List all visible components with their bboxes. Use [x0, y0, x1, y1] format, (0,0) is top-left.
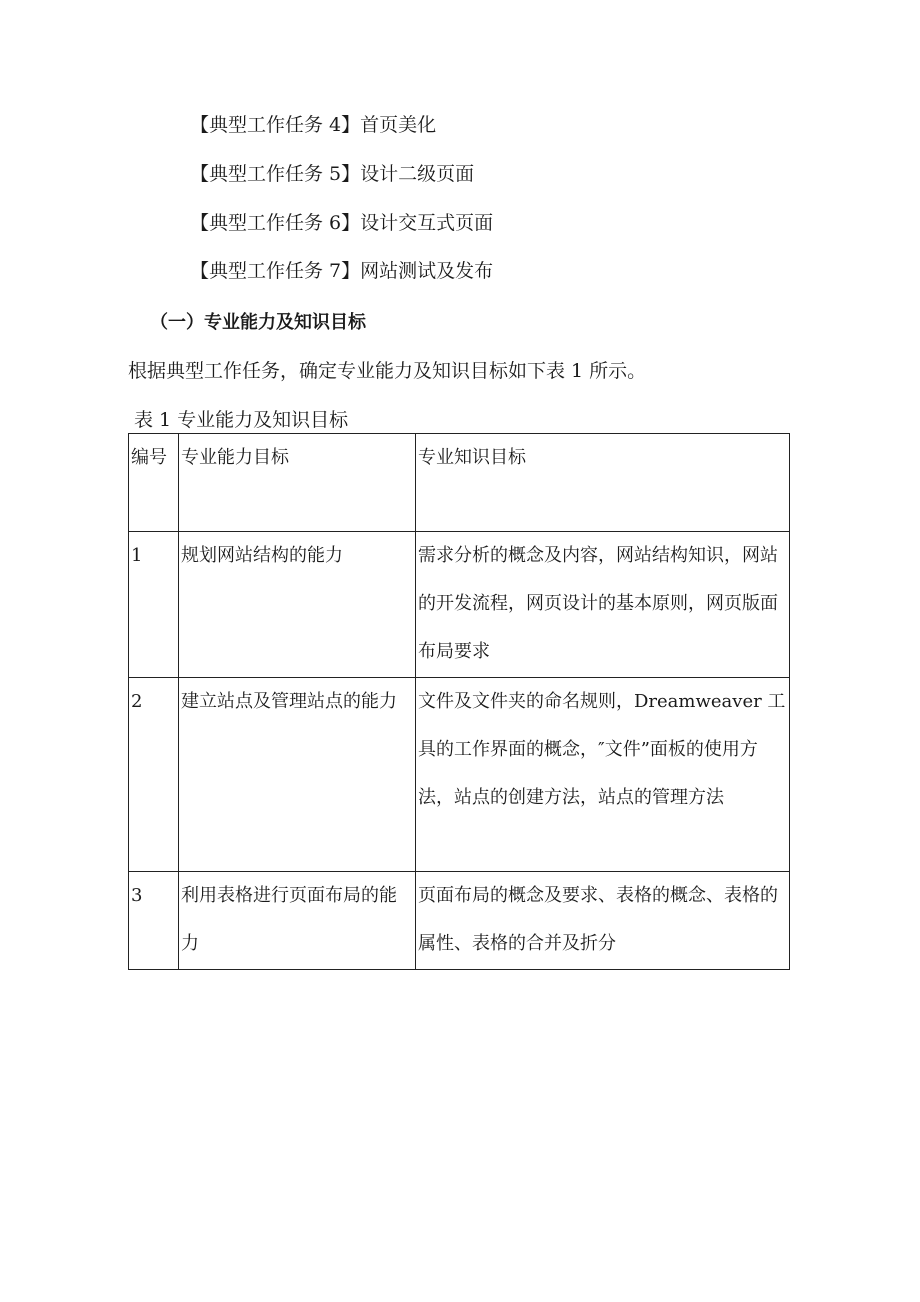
ability-cell: 规划网站结构的能力: [179, 532, 416, 678]
table-row: [129, 872, 790, 970]
knowledge-cell: 页面布局的概念及要求、表格的概念、表格的属性、表格的合并及折分: [416, 872, 790, 970]
header-cell-ability: 专业能力目标: [179, 434, 416, 532]
header-cell-number: 编号: [129, 434, 179, 532]
task-item: 【典型工作任务 4】首页美化: [190, 114, 437, 136]
ability-cell: 建立站点及管理站点的能力: [179, 678, 416, 872]
header-cell-knowledge: 专业知识目标: [416, 434, 790, 532]
task-item: 【典型工作任务 6】设计交互式页面: [190, 212, 494, 234]
row-number-cell: 3: [129, 872, 179, 970]
knowledge-cell: 需求分析的概念及内容，网站结构知识，网站的开发流程，网页设计的基本原则，网页版面布局要求: [416, 532, 790, 678]
table-header-row: [129, 434, 790, 532]
intro-paragraph: 根据典型工作任务，确定专业能力及知识目标如下表 1 所示。: [128, 360, 647, 382]
knowledge-cell: 文件及文件夹的命名规则，Dreamweaver 工具的工作界面的概念，″文件”面板的使用方法，站点的创建方法，站点的管理方法: [416, 678, 790, 872]
table-row: [129, 678, 790, 872]
row-number-cell: 2: [129, 678, 179, 872]
task-item: 【典型工作任务 5】设计二级页面: [190, 163, 475, 185]
task-item: 【典型工作任务 7】网站测试及发布: [190, 260, 494, 282]
table-caption: 表 1 专业能力及知识目标: [134, 409, 349, 431]
row-number-cell: 1: [129, 532, 179, 678]
table-row: [129, 532, 790, 678]
section-heading: （一）专业能力及知识目标: [150, 312, 366, 333]
objectives-table: [128, 433, 790, 970]
ability-cell: 利用表格进行页面布局的能力: [179, 872, 416, 970]
